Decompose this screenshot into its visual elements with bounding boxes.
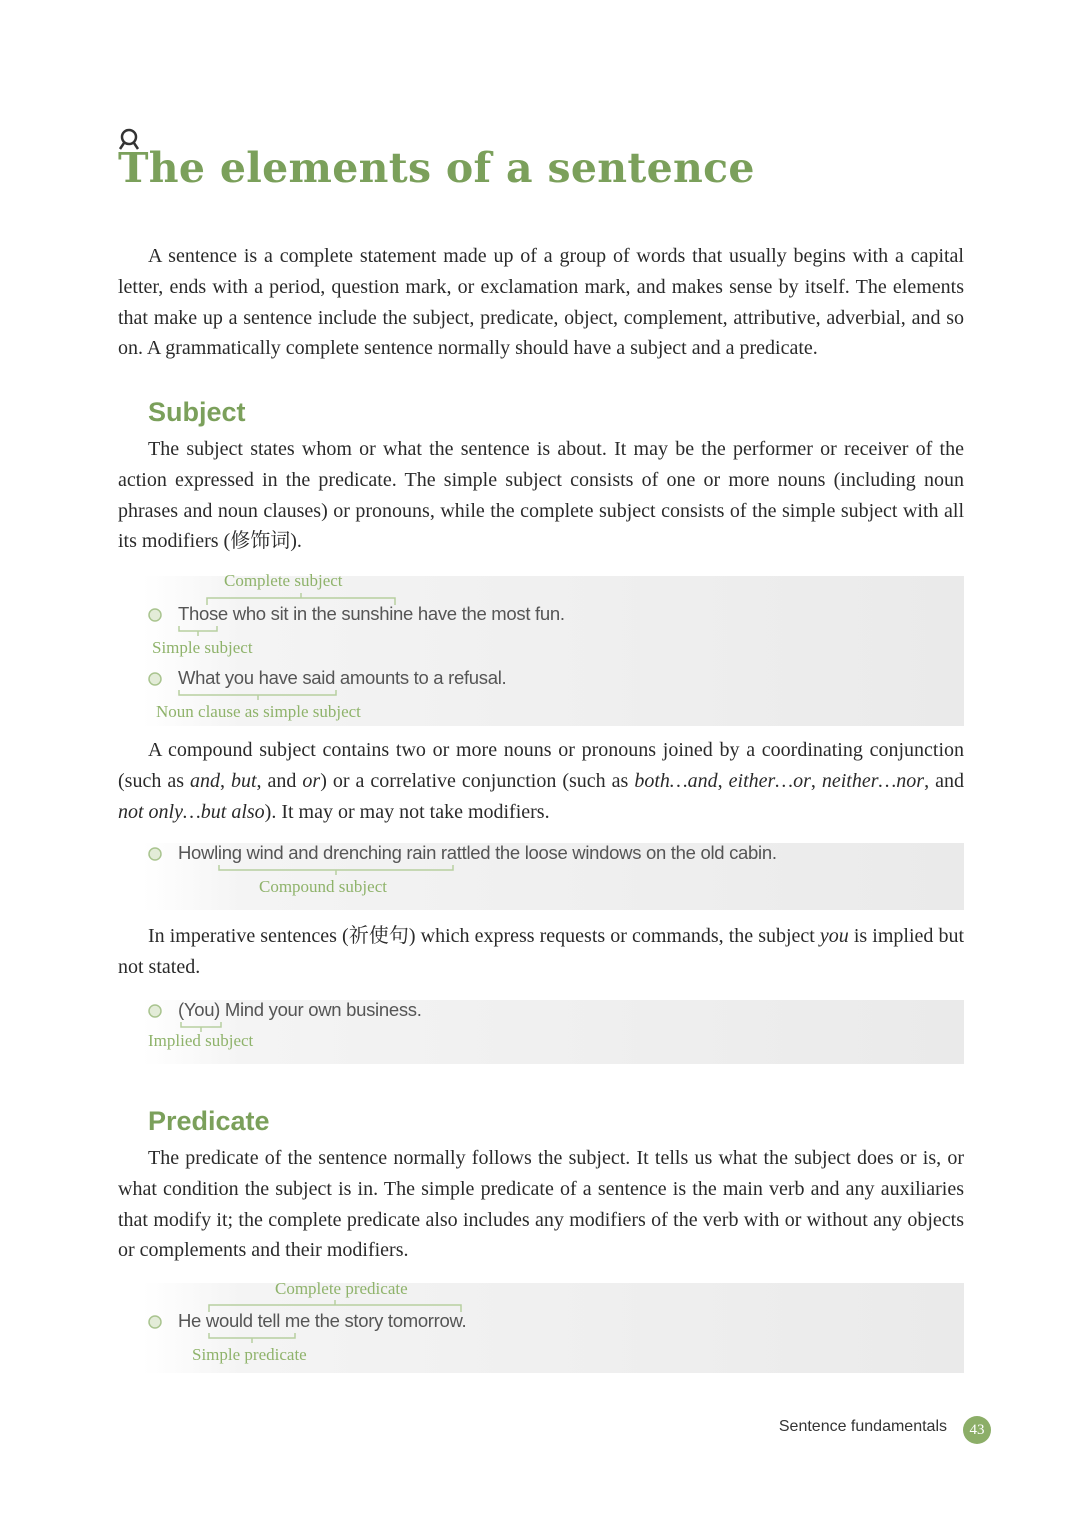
predicate-paragraph: The predicate of the sentence normally follows the subject. It tells us what the subject does or is, or what condition the subject is in. The simple predicate of a sentence is the main verb and any auxiliaries that modify it; the complete predicate also includes any modifiers of the verb with or without any objects or complements and their modifiers. (118, 1147, 964, 1262)
bracket-simple-predicate (208, 1332, 296, 1344)
bracket-noun-clause (178, 689, 338, 701)
example-sentence-2: What you have said amounts to a refusal. (178, 667, 507, 688)
bullet-icon (147, 1003, 163, 1019)
bracket-compound-subject (218, 864, 454, 876)
example-sentence-4: (You) Mind your own business. (178, 999, 422, 1020)
label-noun-clause: Noun clause as simple subject (156, 702, 361, 721)
label-compound-subject: Compound subject (259, 877, 387, 896)
bullet-icon (147, 1314, 163, 1330)
intro-paragraph: A sentence is a complete statement made up of a group of words that usually begins with a capital letter, ends with a period, question mark, or exclamation mark, and makes sense by itself. The elements that make up a sentence include the subject, predicate, object, complement, attributive, adverbial, and so on. A grammatically complete sentence normally should have a subject and a predicate. (118, 245, 964, 360)
example-sentence-3: Howling wind and drenching rain rattled the loose windows on the old cabin. (178, 842, 777, 863)
example-sentence-5: He would tell me the story tomorrow. (178, 1310, 467, 1331)
bracket-simple-subject (178, 625, 218, 637)
bullet-icon (147, 607, 163, 623)
label-complete-predicate: Complete predicate (275, 1279, 408, 1298)
page-number: 43 (963, 1416, 991, 1444)
label-simple-subject: Simple subject (152, 638, 253, 657)
predicate-heading: Predicate (148, 1106, 270, 1136)
bullet-icon (147, 846, 163, 862)
subject-paragraph: The subject states whom or what the sentence is about. It may be the performer or receiver of the action expressed in the predicate. The simple subject consists of one or more nouns (including noun phrases and noun clauses) or pronouns, while the complete subject consists of the simple subject with all its modifiers (修饰词). (118, 438, 964, 553)
label-complete-subject: Complete subject (224, 571, 343, 590)
bullet-icon (147, 671, 163, 687)
compound-subject-paragraph: A compound subject contains two or more nouns or pronouns joined by a coordinating conjunction (such as and, but, and or) or a correlative conjunction (such as both…and, either…or, neither…nor, and not only…but also). It may or may not take modifiers. (118, 739, 964, 823)
subject-heading: Subject (148, 397, 246, 427)
page-title: The elements of a sentence (118, 144, 755, 192)
imperative-paragraph: In imperative sentences (祈使句) which express requests or commands, the subject you is implied but not stated. (118, 925, 965, 978)
footer-section-title: Sentence fundamentals (778, 1418, 947, 1435)
label-implied-subject: Implied subject (148, 1031, 254, 1050)
label-simple-predicate: Simple predicate (192, 1345, 307, 1364)
example-sentence-1: Those who sit in the sunshine have the most fun. (178, 603, 565, 624)
